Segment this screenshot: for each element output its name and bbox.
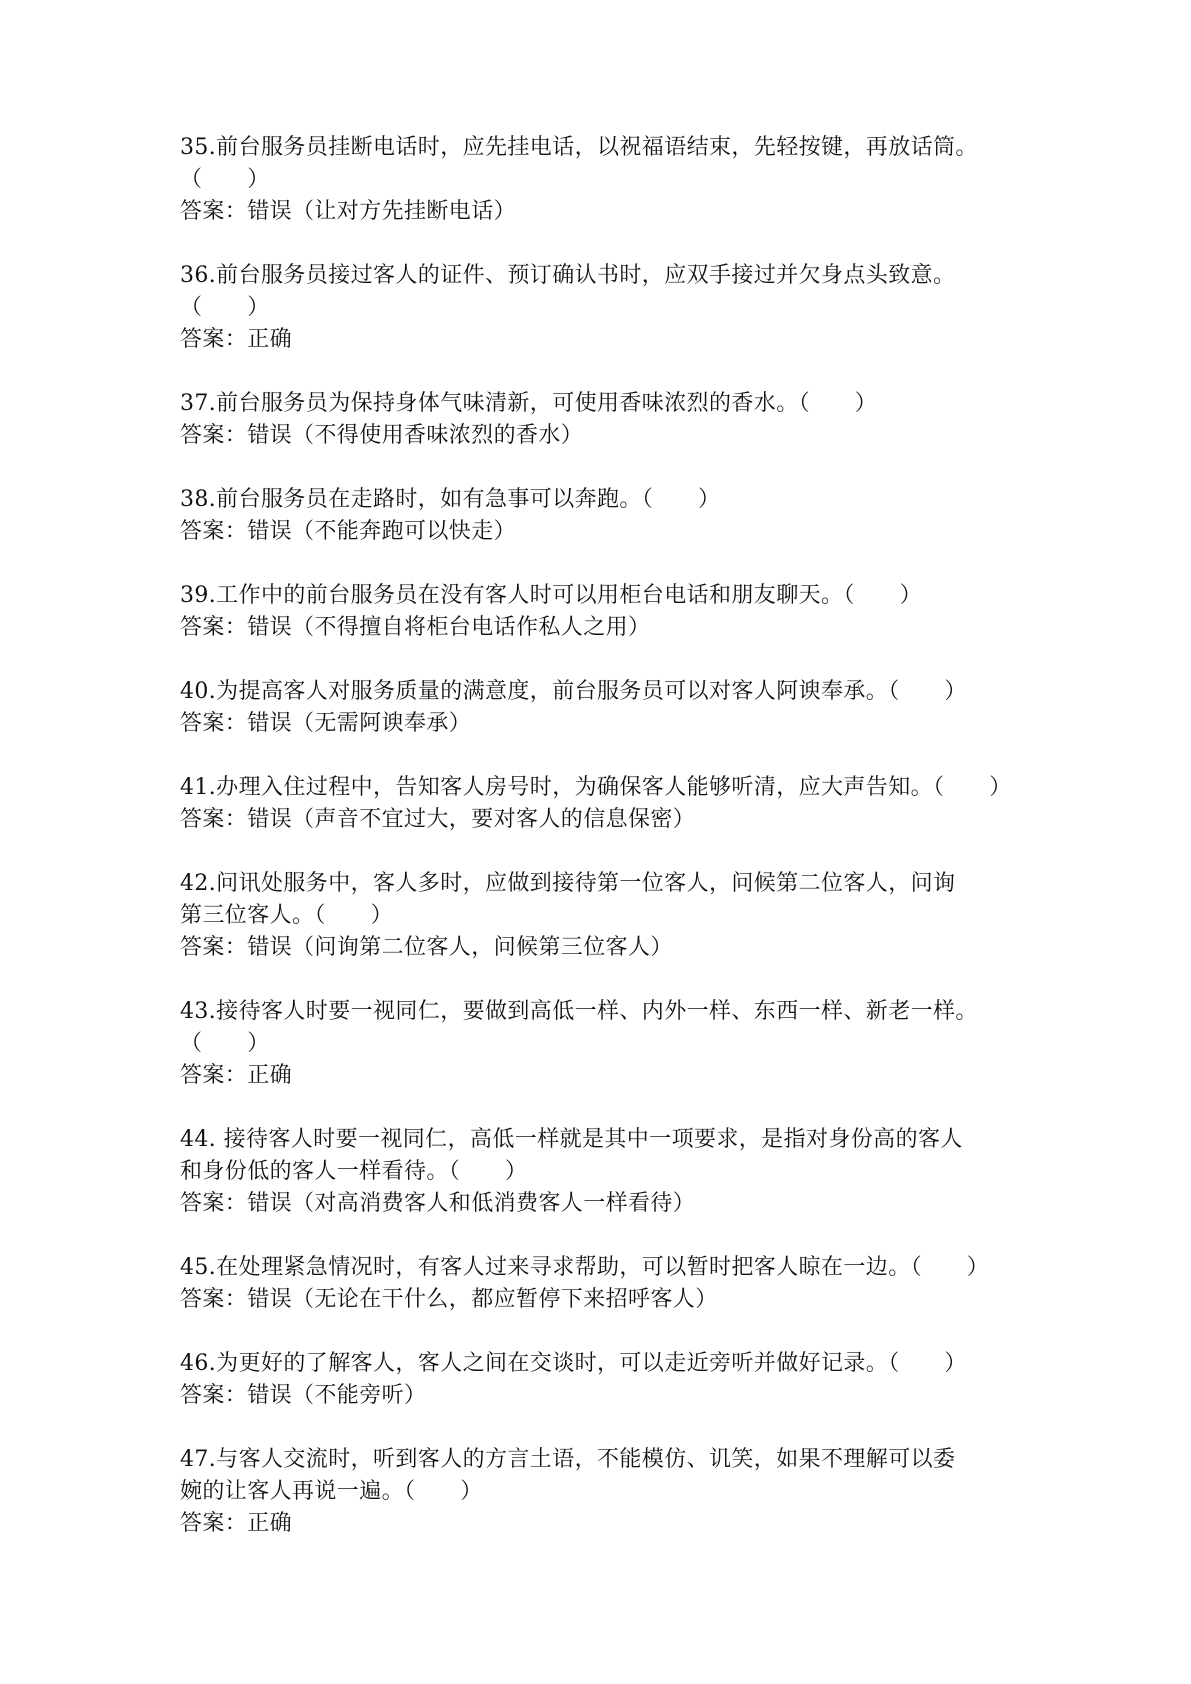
answer-text: 答案：错误（无需阿谀奉承）	[180, 711, 472, 736]
answer-text: 答案：正确	[180, 327, 293, 352]
answer-text: 答案：错误（让对方先挂断电话）	[180, 199, 517, 224]
question-item	[180, 484, 1020, 548]
question-item	[180, 676, 1020, 740]
question-item	[180, 1252, 1020, 1316]
question-text: 38.前台服务员在走路时，如有急事可以奔跑。（ ）	[180, 487, 721, 512]
answer-text: 答案：正确	[180, 1063, 293, 1088]
question-text: 39.工作中的前台服务员在没有客人时可以用柜台电话和朋友聊天。（ ）	[180, 583, 922, 608]
answer-text: 答案：错误（声音不宜过大，要对客人的信息保密）	[180, 807, 696, 832]
question-text: 40.为提高客人对服务质量的满意度，前台服务员可以对客人阿谀奉承。（ ）	[180, 679, 967, 704]
question-text: 47.与客人交流时，听到客人的方言土语，不能模仿、讥笑，如果不理解可以委	[180, 1447, 956, 1472]
answer-text: 答案：错误（问询第二位客人，问候第三位客人）	[180, 935, 673, 960]
question-text: 35.前台服务员挂断电话时，应先挂电话，以祝福语结束，先轻按键，再放话筒。	[180, 135, 978, 160]
question-item	[180, 1348, 1020, 1412]
question-text: 37.前台服务员为保持身体气味清新，可使用香味浓烈的香水。（ ）	[180, 391, 878, 416]
question-text: （ ）	[180, 1031, 270, 1056]
question-item	[180, 132, 1020, 228]
question-text: 42.问讯处服务中，客人多时，应做到接待第一位客人，问候第二位客人，问询	[180, 871, 956, 896]
question-item	[180, 1124, 1020, 1220]
answer-text: 答案：错误（对高消费客人和低消费客人一样看待）	[180, 1191, 696, 1216]
question-text: （ ）	[180, 295, 270, 320]
question-text: 第三位客人。（ ）	[180, 903, 394, 928]
question-text: 41.办理入住过程中，告知客人房号时，为确保客人能够听清，应大声告知。（ ）	[180, 775, 1012, 800]
question-text: 36.前台服务员接过客人的证件、预订确认书时，应双手接过并欠身点头致意。	[180, 263, 956, 288]
question-item	[180, 388, 1020, 452]
question-list	[180, 132, 1020, 1572]
question-text: 46.为更好的了解客人，客人之间在交谈时，可以走近旁听并做好记录。（ ）	[180, 1351, 967, 1376]
answer-text: 答案：错误（不得使用香味浓烈的香水）	[180, 423, 584, 448]
answer-text: 答案：错误（不能奔跑可以快走）	[180, 519, 517, 544]
question-text: 婉的让客人再说一遍。（ ）	[180, 1479, 483, 1504]
question-text: 44. 接待客人时要一视同仁，高低一样就是其中一项要求，是指对身份高的客人	[180, 1127, 963, 1152]
question-item	[180, 772, 1020, 836]
question-item	[180, 580, 1020, 644]
answer-text: 答案：错误（不能旁听）	[180, 1383, 427, 1408]
question-text: 和身份低的客人一样看待。（ ）	[180, 1159, 528, 1184]
question-item	[180, 868, 1020, 964]
answer-text: 答案：错误（无论在干什么，都应暂停下来招呼客人）	[180, 1287, 718, 1312]
question-text: （ ）	[180, 167, 270, 192]
question-item	[180, 996, 1020, 1092]
question-text: 45.在处理紧急情况时，有客人过来寻求帮助，可以暂时把客人晾在一边。（ ）	[180, 1255, 990, 1280]
answer-text: 答案：正确	[180, 1511, 293, 1536]
question-item	[180, 1444, 1020, 1540]
answer-text: 答案：错误（不得擅自将柜台电话作私人之用）	[180, 615, 651, 640]
question-item	[180, 260, 1020, 356]
question-text: 43.接待客人时要一视同仁，要做到高低一样、内外一样、东西一样、新老一样。	[180, 999, 978, 1024]
